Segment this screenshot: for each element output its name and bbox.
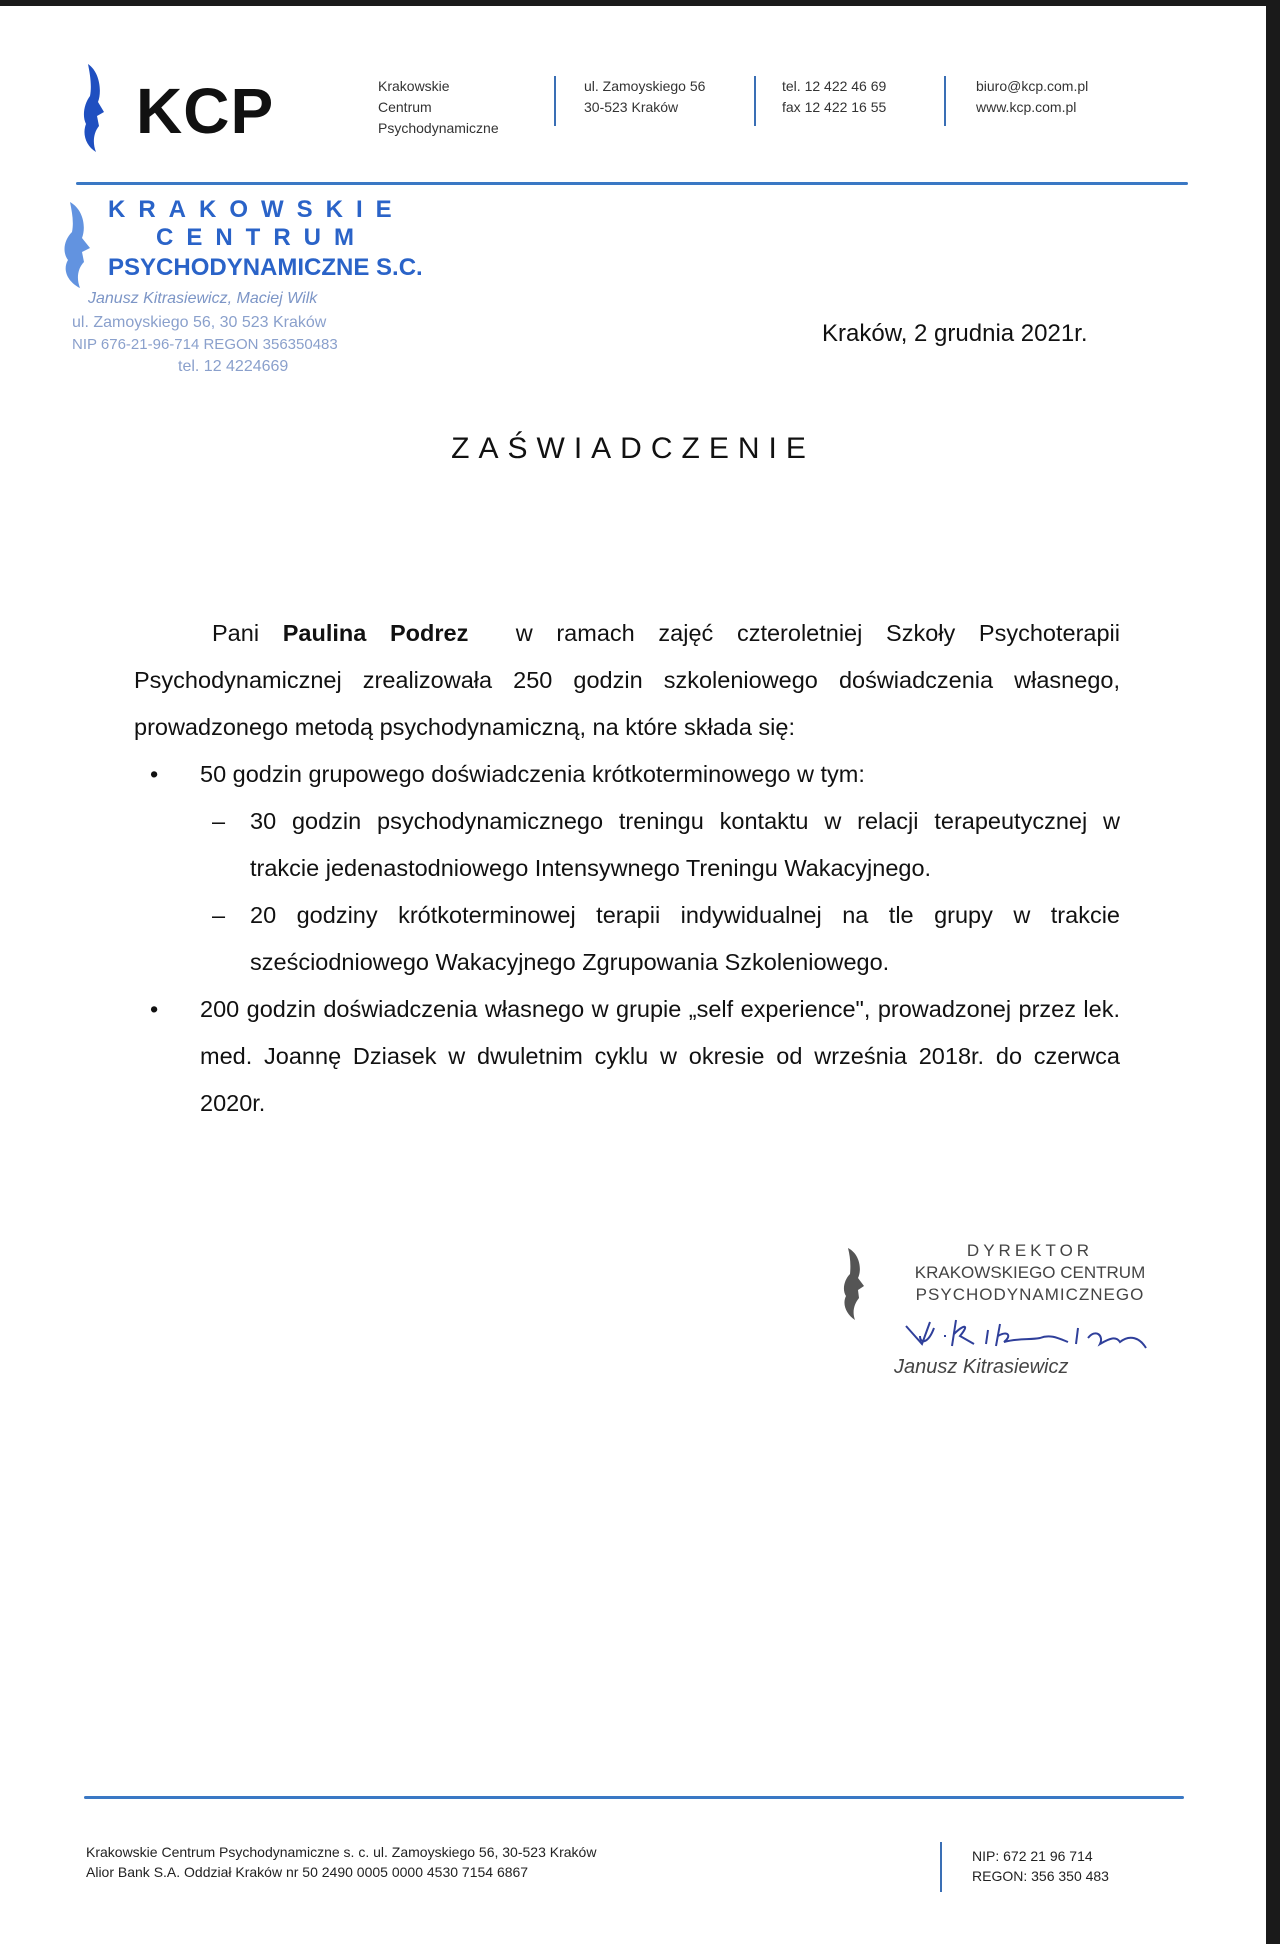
sub-list-item <box>134 892 1120 986</box>
header-rule <box>76 182 1188 185</box>
intro-text: w ramach zajęć czteroletniej Szkoły Psychoterapii Psychodynamicznej zrealizowała 250 godzin szkoleniowego doświadczenia własnego, prowadzonego metodą psychodynamiczną, na które składa się: <box>134 620 1127 740</box>
list-item <box>134 986 1120 1127</box>
divider <box>940 1842 942 1892</box>
footer-company <box>86 1842 596 1882</box>
footer-ids <box>972 1846 1109 1886</box>
stamp-line: KRAKOWSKIE <box>108 196 405 223</box>
dash-icon: – <box>212 902 226 928</box>
website-link[interactable]: www.kcp.com.pl <box>976 99 1077 115</box>
email-link[interactable]: biuro@kcp.com.pl <box>976 78 1089 94</box>
handwritten-signature <box>900 1314 1180 1354</box>
list-item <box>134 751 1120 798</box>
phone-line: tel. 12 422 46 69 <box>782 78 887 94</box>
signer-name: Janusz Kitrasiewicz <box>894 1356 1069 1378</box>
org-line: Centrum <box>378 99 432 115</box>
document-title: ZAŚWIADCZENIE <box>451 432 815 465</box>
document-body <box>134 610 1127 1127</box>
intro-paragraph <box>134 610 1127 751</box>
dash-icon: – <box>212 808 226 834</box>
signature-line: PSYCHODYNAMICZNEGO <box>915 1285 1145 1304</box>
divider <box>754 76 756 126</box>
address-line: 30-523 Kraków <box>584 99 679 115</box>
header-address <box>584 76 705 118</box>
sub-list-item <box>134 798 1120 892</box>
org-line: Krakowskie <box>378 78 450 94</box>
stamp-line: PSYCHODYNAMICZNE S.C. <box>108 254 423 281</box>
stamp-line: CENTRUM <box>156 224 367 251</box>
director-stamp-profile-icon <box>840 1246 870 1322</box>
stamp-line: Janusz Kitrasiewicz, Maciej Wilk <box>88 290 318 307</box>
document-date: Kraków, 2 grudnia 2021r. <box>822 320 1088 347</box>
profile-logo-icon <box>78 62 108 154</box>
stamp-line: NIP 676-21-96-714 REGON 356350483 <box>72 336 338 353</box>
header-org <box>378 76 499 139</box>
kcp-logo: KCP <box>136 75 275 147</box>
stamp-line: tel. 12 4224669 <box>178 358 289 375</box>
header-web <box>976 76 1088 118</box>
signature-line: KRAKOWSKIEGO CENTRUM <box>914 1263 1146 1282</box>
stamp-line: ul. Zamoyskiego 56, 30 523 Kraków <box>72 314 327 331</box>
list-item-text: 50 godzin grupowego doświadczenia krótkoterminowego w tym: <box>200 761 865 787</box>
divider <box>554 76 556 126</box>
bullet-icon: • <box>150 761 159 787</box>
fax-line: fax 12 422 16 55 <box>782 99 887 115</box>
signature-line: DYREKTOR <box>966 1241 1094 1260</box>
org-line: Psychodynamiczne <box>378 120 499 136</box>
footer-address: Krakowskie Centrum Psychodynamiczne s. c. ul. Zamoyskiego 56, 30-523 Kraków <box>86 1844 597 1860</box>
address-line: ul. Zamoyskiego 56 <box>584 78 706 94</box>
footer-bank: Alior Bank S.A. Oddział Kraków nr 50 2490 0005 0000 4530 7154 6867 <box>86 1864 529 1880</box>
document-page <box>0 6 1266 1944</box>
director-stamp <box>880 1240 1180 1306</box>
footer-rule <box>84 1796 1184 1799</box>
stamp-profile-icon <box>60 200 96 290</box>
recipient-name: Paulina Podrez <box>282 620 469 646</box>
list-item-text: 200 godzin doświadczenia własnego w grupie „self experience", prowadzonej przez lek. med. Joannę Dziasek w dwuletnim cyklu w okresie od września 2018r. do czerwca 2020r. <box>200 996 1120 1116</box>
divider <box>944 76 946 126</box>
footer-nip: NIP: 672 21 96 714 <box>972 1848 1093 1864</box>
sub-item-text: 30 godzin psychodynamicznego treningu kontaktu w relacji terapeutycznej w trakcie jedenastodniowego Intensywnego Treningu Wakacyjnego. <box>250 808 1120 881</box>
intro-pre: Pani <box>212 620 283 646</box>
bullet-icon: • <box>150 996 159 1022</box>
header-phone <box>782 76 886 118</box>
sub-item-text: 20 godziny krótkoterminowej terapii indywidualnej na tle grupy w trakcie sześciodniowego Wakacyjnego Zgrupowania Szkoleniowego. <box>250 902 1120 975</box>
footer-regon: REGON: 356 350 483 <box>972 1868 1109 1884</box>
